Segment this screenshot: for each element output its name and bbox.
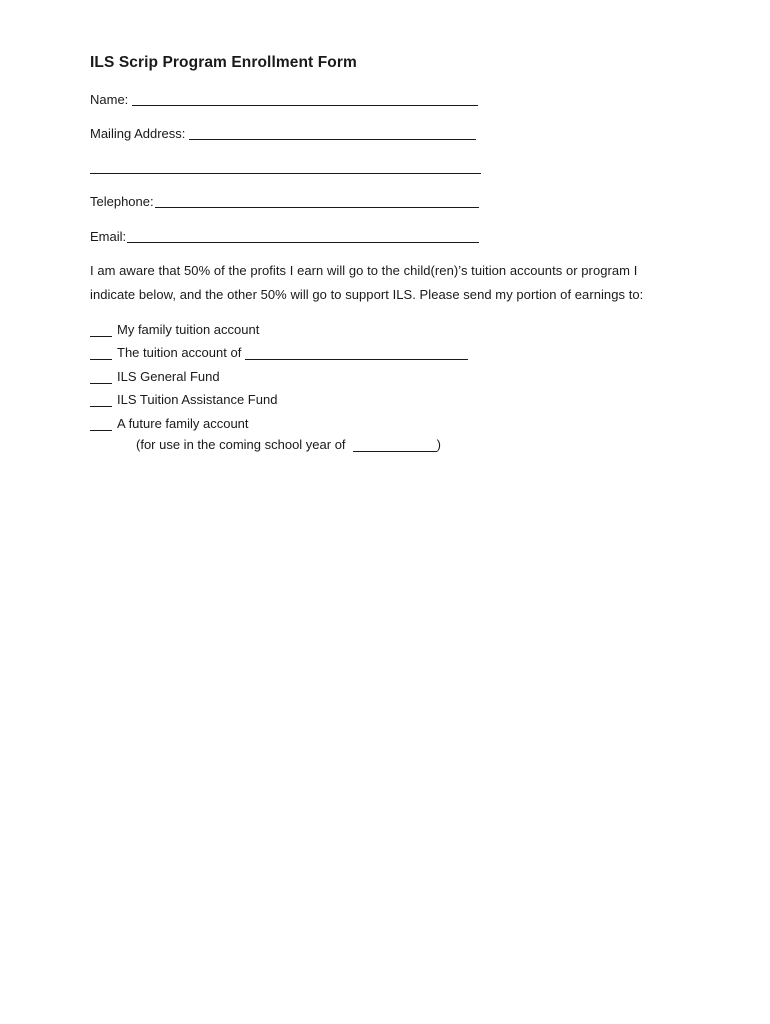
- name-field: [90, 90, 478, 108]
- option-label: The tuition account of: [117, 345, 242, 360]
- name-label: Name:: [90, 92, 129, 107]
- option-family-tuition: [90, 317, 468, 341]
- option-label: ILS Tuition Assistance Fund: [117, 392, 278, 407]
- future-note-suffix: ): [436, 437, 441, 452]
- telephone-input-line[interactable]: [155, 194, 479, 208]
- mailing-address-field: [90, 124, 476, 142]
- terms-line-1: I am aware that 50% of the profits I earn will go to the child(ren)’s tuition accounts or program I: [90, 263, 638, 278]
- email-input-line[interactable]: [127, 229, 479, 243]
- email-field: [90, 227, 479, 245]
- option-tuition-assistance: [90, 388, 468, 412]
- telephone-field: [90, 192, 479, 210]
- option-check-line[interactable]: [90, 324, 112, 337]
- mailing-address-label: Mailing Address:: [90, 126, 186, 141]
- future-note-prefix: (for use in the coming school year of: [136, 437, 346, 452]
- option-label: ILS General Fund: [117, 368, 220, 384]
- earnings-options: [90, 317, 468, 435]
- mailing-address-second-line[interactable]: [90, 173, 481, 174]
- tuition-account-name-line[interactable]: [245, 347, 468, 360]
- option-label: A future family account: [117, 415, 249, 431]
- email-label: Email:: [90, 229, 127, 244]
- option-check-line[interactable]: [90, 371, 112, 384]
- option-check-line[interactable]: [90, 347, 112, 360]
- name-input-line[interactable]: [132, 92, 478, 106]
- mailing-address-input-line[interactable]: [189, 126, 476, 140]
- terms-line-2: indicate below, and the other 50% will go to support ILS. Please send my portion of earnings to:: [90, 287, 644, 302]
- future-account-note: [136, 436, 441, 456]
- terms-paragraph: [90, 259, 690, 307]
- telephone-label: Telephone:: [90, 194, 154, 209]
- option-general-fund: [90, 364, 468, 388]
- option-label: My family tuition account: [117, 321, 260, 337]
- option-check-line[interactable]: [90, 418, 112, 431]
- option-future-family: [90, 411, 468, 435]
- option-check-line[interactable]: [90, 394, 112, 407]
- form-title: ILS Scrip Program Enrollment Form: [90, 54, 357, 71]
- school-year-line[interactable]: [353, 439, 437, 452]
- option-tuition-account-of: [90, 341, 468, 365]
